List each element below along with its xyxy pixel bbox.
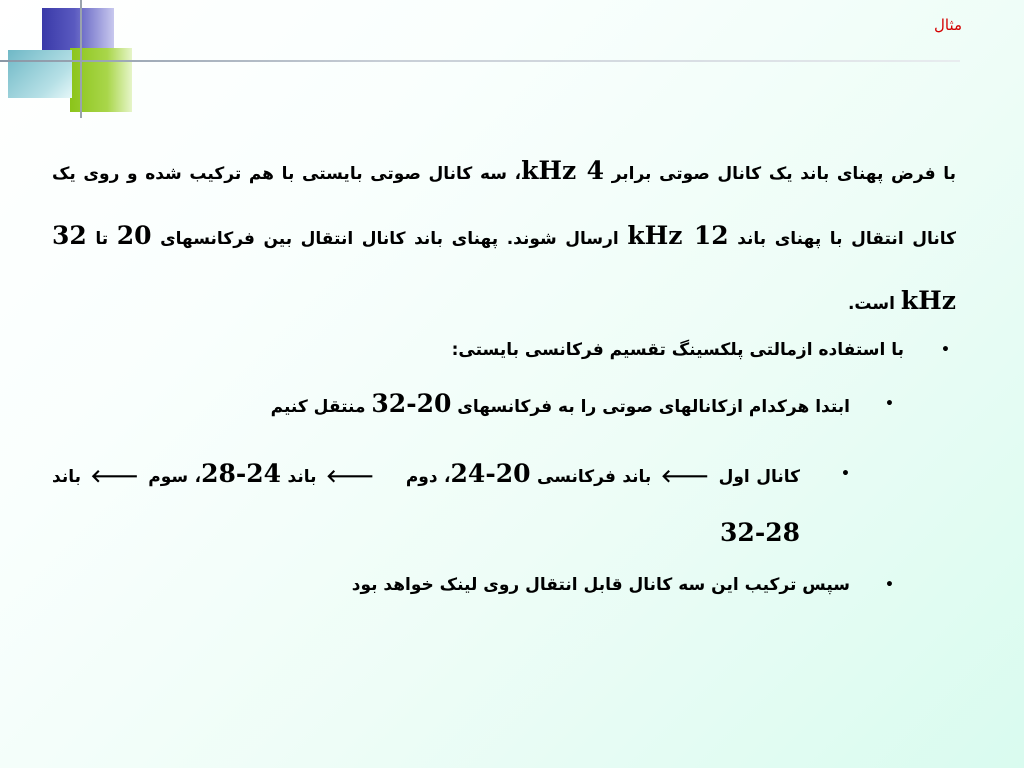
bullet-shift-text: ابتدا هرکدام ازکانالهای صوتی را به فرکانسهای: [451, 397, 850, 417]
bullet-fdm-text: با استفاده ازمالتی پلکسینگ تقسیم فرکانسی بایستی:: [451, 340, 904, 360]
bullet-combine-text: سپس ترکیب این سه کانال قابل انتقال روی لینک خواهد بود: [351, 575, 850, 595]
decor-horizontal-line: [0, 60, 960, 62]
left-arrow-icon: 🡐: [660, 466, 710, 487]
para-value-32khz: 32 kHz: [52, 221, 956, 315]
decor-teal-square: [8, 50, 72, 98]
channel-band-label: باند: [287, 467, 317, 487]
channel-range-3: 28-32: [720, 518, 800, 547]
para-part2: ، سه کانال صوتی بایستی با هم ترکیب شده و روی یک کانال انتقال با پهنای باند: [52, 164, 956, 249]
channel-range-1: 20-24: [450, 459, 531, 488]
slide-title: مثال: [933, 16, 962, 34]
bullet-dot-icon: •: [941, 342, 950, 358]
bullet-list: [52, 335, 956, 600]
bullet-item-channels: [52, 446, 956, 564]
bullet-shift-tail: منتقل کنیم: [270, 397, 372, 417]
bullet-dot-icon: •: [885, 577, 894, 593]
para-part5: است.: [847, 294, 901, 314]
para-value-12khz: 12 kHz: [627, 221, 729, 250]
bullet-item-shift: [52, 389, 956, 422]
para-part3: ارسال شوند. پهنای باند کانال انتقال بین فرکانسهای: [151, 229, 628, 249]
channel-range-2: 24-28: [201, 459, 282, 488]
para-value-20: 20: [116, 221, 152, 250]
bullet-item-fdm: [52, 335, 956, 365]
para-value-4khz: 4 kHz: [521, 156, 605, 185]
bullet-dot-icon: •: [841, 466, 850, 482]
bullet-shift-range: 20-32: [371, 389, 452, 418]
channel-band2-label: باند: [52, 467, 81, 487]
channel-band-freq-label: باند فرکانسی: [537, 467, 652, 487]
channel-second-label: ، دوم: [405, 467, 451, 487]
problem-paragraph: [52, 140, 956, 335]
decor-vertical-line: [80, 0, 82, 118]
bullet-item-combine: [52, 570, 956, 600]
channel-first-label: کانال اول: [718, 467, 801, 487]
left-arrow-icon: 🡐: [90, 466, 139, 487]
channel-third-label: ، سوم: [148, 467, 202, 487]
para-part1: با فرض پهنای باند یک کانال صوتی برابر: [604, 164, 956, 184]
left-arrow-icon: 🡐: [326, 466, 375, 487]
para-part4: تا: [86, 229, 117, 249]
bullet-dot-icon: •: [885, 396, 894, 412]
slide-content: [52, 140, 956, 600]
